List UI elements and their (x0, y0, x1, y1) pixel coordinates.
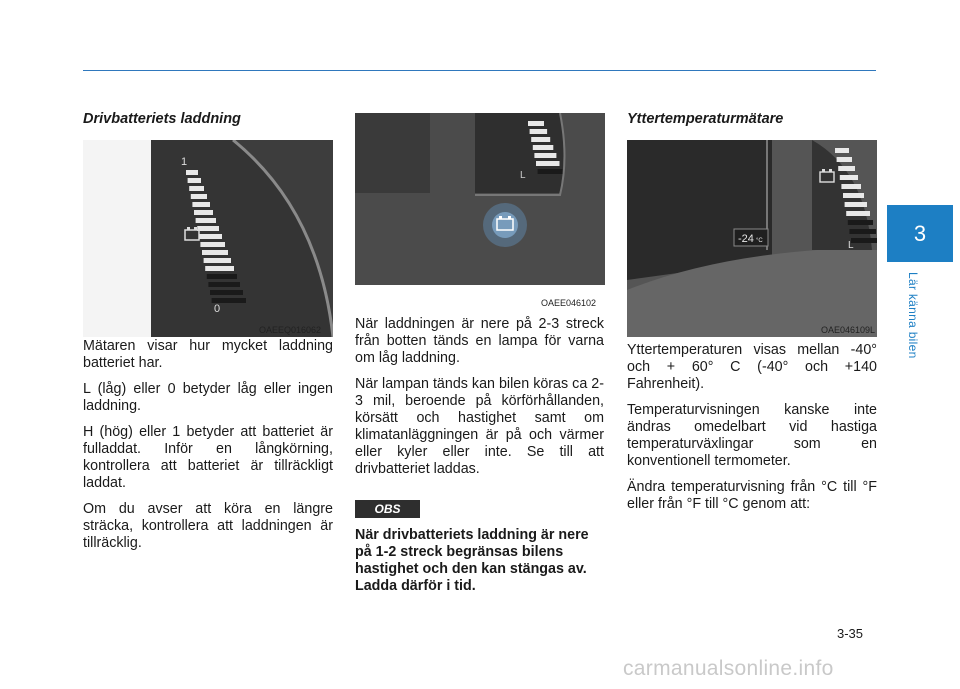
gauge-top-label: 1 (181, 156, 188, 168)
obs-note: När drivbatteriets laddning är nere på 1-2 streck begränsas bilens hastighet och den kan stängas av. Ladda därför i tid. (355, 527, 589, 594)
battery-warning-icon (483, 203, 527, 247)
paragraph: Yttertemperaturen visas mellan -40° och + 60° C (-40° och +140 Fahrenheit). (627, 342, 877, 392)
figure-battery-warning (355, 113, 605, 285)
paragraph: H (hög) eller 1 betyder att batteriet är fulladdat. Inför en långkörning, kontrollera att batteriet är tillräckligt laddat. (83, 424, 333, 491)
section-heading-temperature: Yttertemperaturmätare (627, 111, 784, 127)
paragraph: Temperaturvisningen kanske inte ändras omedelbart vid hastiga temperaturväxlingar som en konventionell termometer. (627, 402, 877, 469)
gauge-segment (838, 166, 855, 171)
paragraph: L (låg) eller 0 betyder låg eller ingen laddning. (83, 381, 333, 414)
gauge-segment (528, 121, 544, 126)
gauge-low-label: L (520, 170, 526, 181)
battery-gauge-illustration (83, 140, 333, 337)
gauge-segment (189, 186, 204, 191)
obs-badge: OBS (355, 500, 420, 518)
gauge-segment (196, 218, 216, 223)
figure-code: OAEEQ016062 (259, 325, 322, 335)
gauge-bottom-label: 0 (214, 303, 221, 315)
gauge-segment (202, 250, 228, 255)
paragraph: Mätaren visar hur mycket laddning batteriet har. (83, 338, 333, 371)
page-number: 3-35 (837, 626, 864, 641)
gauge-segment (531, 137, 550, 142)
gauge-segment (205, 266, 234, 271)
gauge-segment (208, 282, 240, 287)
gauge-segment (186, 170, 198, 175)
temperature-display-illustration (627, 140, 877, 337)
gauge-segment (538, 169, 563, 174)
chapter-number: 3 (913, 220, 927, 246)
chapter-tab (887, 205, 953, 262)
column-2-text (355, 316, 604, 487)
gauge-segment (841, 184, 861, 189)
top-rule (83, 70, 876, 71)
gauge-segment (204, 258, 231, 263)
gauge-segment (199, 234, 222, 239)
gauge-segment (837, 157, 852, 162)
chapter-title: Lär känna bilen (906, 272, 920, 359)
gauge-segment (207, 274, 237, 279)
gauge-segment (835, 148, 849, 153)
gauge-segment (536, 161, 560, 166)
gauge-segment (845, 202, 867, 207)
temperature-unit: °C (756, 238, 763, 244)
gauge-segment (200, 242, 225, 247)
figure-outside-temperature (627, 140, 877, 337)
column-3-text (627, 342, 877, 522)
gauge-segment (191, 194, 207, 199)
figure-code: OAEE046102 (541, 298, 597, 308)
paragraph: Ändra temperaturvisning från °C till °F eller från °F till °C genom att: (627, 479, 877, 512)
gauge-segment (533, 145, 554, 150)
gauge-segment (534, 153, 556, 158)
gauge-segment (849, 229, 876, 234)
gauge-segment (194, 210, 213, 215)
gauge-segment (843, 193, 864, 198)
gauge-segment (197, 226, 219, 231)
gauge-segment (192, 202, 210, 207)
gauge-low-label: L (848, 240, 854, 251)
section-heading-battery: Drivbatteriets laddning (83, 111, 241, 127)
gauge-segment (846, 211, 870, 216)
figure-battery-gauge (83, 140, 333, 337)
gauge-segment (530, 129, 548, 134)
temperature-value: -24 (738, 233, 754, 245)
watermark: carmanualsonline.info (623, 657, 834, 680)
gauge-segment (851, 238, 877, 243)
paragraph: När laddningen är nere på 2-3 streck från botten tänds en lampa för varna om låg laddning. (355, 316, 604, 366)
paragraph: När lampan tänds kan bilen köras ca 2-3 mil, beroende på körförhållanden, körsätt och hastighet samt om klimatanläggningen är på och värmer eller kyler eller inte. Se till att drivbatteriet laddas. (355, 376, 604, 477)
paragraph: Om du avser att köra en längre sträcka, kontrollera att laddningen är tillräcklig. (83, 501, 333, 551)
gauge-segment (840, 175, 858, 180)
gauge-segment (848, 220, 873, 225)
battery-warning-illustration (355, 113, 605, 285)
column-1-text (83, 338, 333, 561)
gauge-segment (210, 290, 243, 295)
figure-code: OAE046109L (821, 325, 876, 335)
gauge-segment (188, 178, 201, 183)
